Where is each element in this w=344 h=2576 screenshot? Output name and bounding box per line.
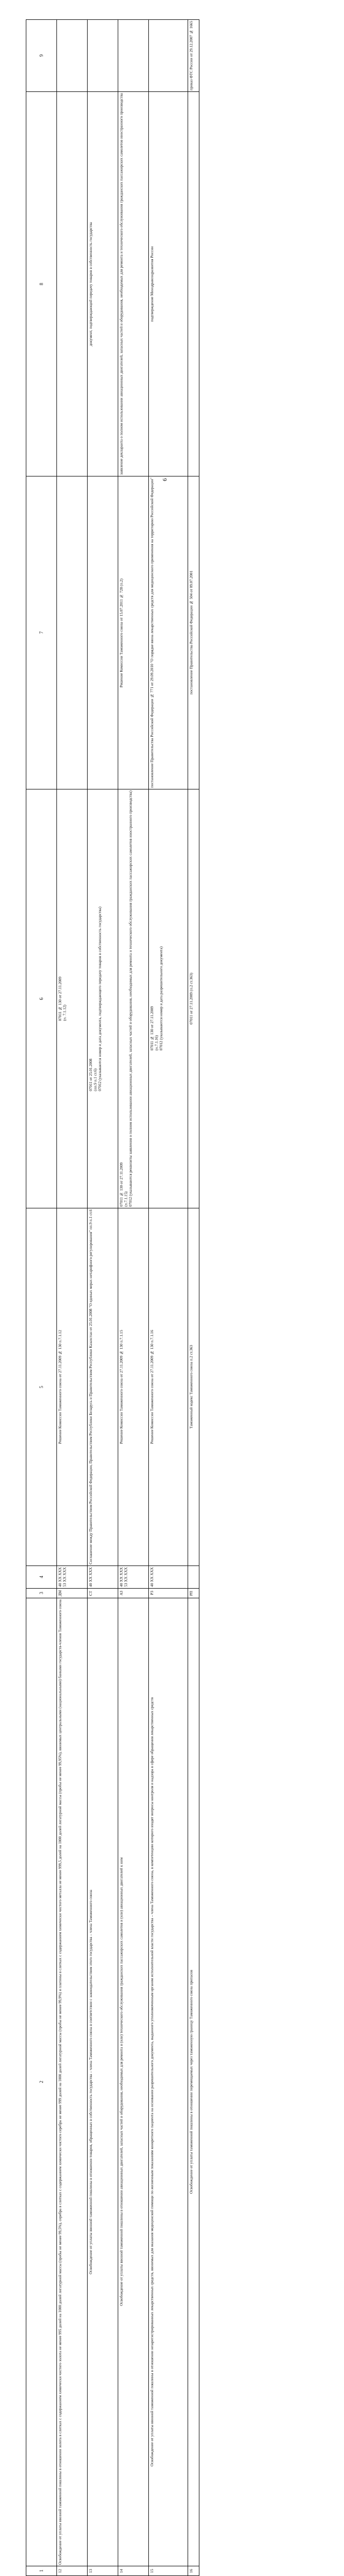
table-cell <box>118 789 149 1208</box>
table-cell <box>88 476 118 789</box>
column-number-cell <box>26 1588 57 1598</box>
table-cell <box>188 92 199 476</box>
table-cell <box>88 1598 118 2566</box>
column-number: 4 <box>39 1576 45 1578</box>
row-number: 15 <box>150 2568 155 2573</box>
column-number: 6 <box>39 997 45 1000</box>
cell-text: 07011 от 27.11.2009 (п.2 ст.363) <box>189 973 194 1025</box>
screen-row-col-4 <box>26 1565 305 1588</box>
cell-text: АЗ <box>119 1590 124 1596</box>
table-cell <box>118 92 149 476</box>
column-number: 7 <box>39 631 45 634</box>
cell-text: СТ <box>89 1590 94 1596</box>
cell-text: РЗ <box>150 1591 155 1596</box>
screen-row-col-5 <box>26 1208 305 1566</box>
row-number: 16 <box>189 2568 194 2573</box>
column-number: 5 <box>39 1385 45 1389</box>
screen-row-col-9 <box>26 20 305 92</box>
table-cell <box>57 92 88 476</box>
benefits-table <box>26 19 305 2576</box>
cell-text: Освобождение от уплаты ввозной таможенной пошлины в отношении незарегистрированных лекарственных средств, ввозимых для оказания медицинской помощи по жизненным показаниям конкретного пациента на основании разрешительного документа, выданного уполномоченным органом исполнительной власти государства – члена Таможенного союза, в компетенцию которого входят вопросы контроля и надзора в сфере обращения лекарственных средств <box>150 1697 155 2467</box>
table-cell <box>88 2566 118 2575</box>
cell-text: Освобождение от уплаты ввозной таможенной пошлины в отношении золота в слитках с содержанием химически чистого золота не менее 995 долей на 1000 долей лигатурной массы (пробы не менее 99,5%), серебра в слитках с содержанием химически чистого серебра не менее 999 долей на 1000 долей лигатурной массы (пробы не менее 99,9%) и платины в слитках с содержанием химически чистого металла не менее 999,5 долей на 1000 долей лигатурной массы (пробы не менее 99,95%), ввозимых центральными (национальными) банками государств-членов Таможенного союза <box>58 1599 63 2565</box>
column-number: 1 <box>39 2569 45 2572</box>
screen-row-col-6 <box>26 789 305 1208</box>
table-cell <box>188 476 199 789</box>
table-cell <box>57 1598 88 2566</box>
row-number: 13 <box>89 2568 94 2573</box>
cell-text: ДМ <box>58 1590 63 1596</box>
table-cell <box>88 1565 118 1588</box>
column-number: 8 <box>39 282 45 286</box>
cell-text: Освобождение от уплаты ввозной таможенной пошлины в отношении авиационных двигателей, запасных частей и оборудования, необходимых для ремонта и (или) технического обслуживания гражданских пассажирских самолетов и (или) авиационных двигателей к ним <box>119 1858 124 2307</box>
column-number: 3 <box>39 1591 45 1595</box>
table-cell <box>118 1588 149 1598</box>
table-cell <box>57 476 88 789</box>
screen-row-col-2 <box>26 1598 305 2566</box>
table-cell <box>188 1598 199 2566</box>
table-cell <box>149 1588 188 1598</box>
table-cell <box>118 1208 149 1566</box>
table-cell <box>88 20 118 92</box>
cell-text: Решение Комиссии Таможенного союза от 27.11.2009 № 130 п.7.1.12 <box>58 1330 63 1444</box>
table-cell <box>118 2566 149 2575</box>
column-number-cell <box>26 20 57 92</box>
row-number: 14 <box>119 2568 124 2573</box>
table-cell <box>188 1588 199 1598</box>
screen-row-col-8 <box>26 92 305 476</box>
table-cell <box>57 1565 88 1588</box>
cell-text: РП <box>189 1590 194 1596</box>
cell-text: 40 XX XXX <box>89 1567 94 1587</box>
column-number-cell <box>26 789 57 1208</box>
table-cell <box>118 1565 149 1588</box>
table-cell <box>188 2566 199 2575</box>
screen-row-col-3 <box>26 1588 305 1598</box>
column-number-cell <box>26 1208 57 1566</box>
cell-text: 40 XX XXX 53 XX XXX <box>58 1567 67 1587</box>
table-cell <box>88 1208 118 1566</box>
table-cell <box>149 2566 188 2575</box>
cell-text: Таможенный кодекс Таможенного союза п.2 ст.363 <box>189 1345 194 1429</box>
table-cell <box>188 1565 199 1588</box>
cell-text: приказ ФТС России от 29.12.2007 № 1665 <box>189 21 194 91</box>
table-cell <box>149 92 188 476</box>
table-cell <box>188 1208 199 1566</box>
cell-text: постановление Правительства Российской Федерации № 504 от 09.07.2001 <box>189 571 194 695</box>
column-number-cell <box>26 1598 57 2566</box>
cell-text: Решение Комиссии Таможенного союза от 15.07.2011 № 728 (п.2) <box>119 578 124 687</box>
document-table-area <box>26 19 305 2573</box>
table-cell <box>88 1588 118 1598</box>
cell-text: 40 XX XXX <box>150 1567 155 1587</box>
table-cell <box>57 789 88 1208</box>
table-cell <box>57 1208 88 1566</box>
table-cell <box>149 476 188 789</box>
table-cell <box>149 1565 188 1588</box>
table-cell <box>57 2566 88 2575</box>
screen-row-col-7 <box>26 476 305 789</box>
column-number-cell <box>26 92 57 476</box>
cell-text: Освобождение от уплаты ввозной таможенной пошлины в отношении товаров, обращенных в собственность государства – члена Таможенного союза в соответствии с законодательством этого государства – члена Таможенного союза <box>89 1889 94 2274</box>
table-cell <box>88 789 118 1208</box>
page-number: 6 <box>161 478 168 481</box>
table-cell <box>149 20 188 92</box>
row-number: 12 <box>58 2568 63 2573</box>
column-number: 2 <box>39 2080 45 2083</box>
cell-text: документ, подтверждающий передачу товаров в собственность государства <box>89 222 94 346</box>
column-number-cell <box>26 2566 57 2575</box>
cell-text: Соглашение между Правительством Российской Федерации, Правительством Республики Беларусь и Правительством Республики Казахстан от 25.01.2008 "О единых мерах нетарифного регулирования" пп.9 п.1 ст.6 <box>89 1209 94 1564</box>
cell-text: подтверждение Минздравсоцразвития России <box>150 246 155 322</box>
column-number-cell <box>26 1565 57 1588</box>
table-cell <box>149 1598 188 2566</box>
column-number: 9 <box>39 54 45 57</box>
cell-text: заявление декларанта о полном использовании авиационных двигателей, запасных частей и оборудования, необходимых для ремонта и технического обслуживания гражданских пассажирских самолетов иностранного производства <box>119 93 124 475</box>
table-cell <box>188 20 199 92</box>
cell-text: 07011 № 130 от 27.11.2009 (п.7.1.15) 07012 (указываются реквизиты заявления о полном использовании авиационных двигателей, запасных частей и оборудования, необходимых для ремонта и технического обслуживания гражданских пассажирских самолетов иностранного производства) <box>119 791 133 1207</box>
cell-text: Решение Комиссии Таможенного союза от 27.11.2009 № 130 п.7.1.16 <box>150 1330 155 1444</box>
table-cell <box>118 1598 149 2566</box>
screen-row-col-1 <box>26 2566 305 2575</box>
column-number-cell <box>26 476 57 789</box>
table-cell <box>57 1588 88 1598</box>
table-cell <box>188 789 199 1208</box>
cell-text: 07011 от 25.01.2008 (пп.9 п.1 ст.6) 07012 (указываются номер и дата документа, подтверждающего передачу товаров в собственность государства) <box>89 906 103 1091</box>
cell-text: Решение Комиссии Таможенного союза от 27.11.2009 № 130 п.7.1.15 <box>119 1330 124 1444</box>
cell-text: 07011 № 130 от 27.11.2009 (п. 7.1.12) <box>58 976 67 1021</box>
table-cell <box>118 476 149 789</box>
table-cell <box>118 20 149 92</box>
cell-text: постановление Правительства Российской Федерации № 771 от 29.09.2010 "О порядке ввоза лекарственных средств для медицинского применения на территорию Российской Федерации" <box>150 478 155 788</box>
table-cell <box>149 1208 188 1566</box>
table-cell <box>57 20 88 92</box>
table-cell <box>88 92 118 476</box>
cell-text: Освобождение от уплаты таможенной пошлины в отношении перемещаемых через таможенную границу Таможенного союза припасов <box>189 1970 194 2194</box>
cell-text: 40 XX XXX 53 XX XXX <box>119 1567 128 1587</box>
cell-text: 07011 № 130 от 27.11.2009 (п.7.1.16) 07012 (указываются номер и дата разрешительного документа) <box>150 947 164 1051</box>
table-cell <box>149 789 188 1208</box>
